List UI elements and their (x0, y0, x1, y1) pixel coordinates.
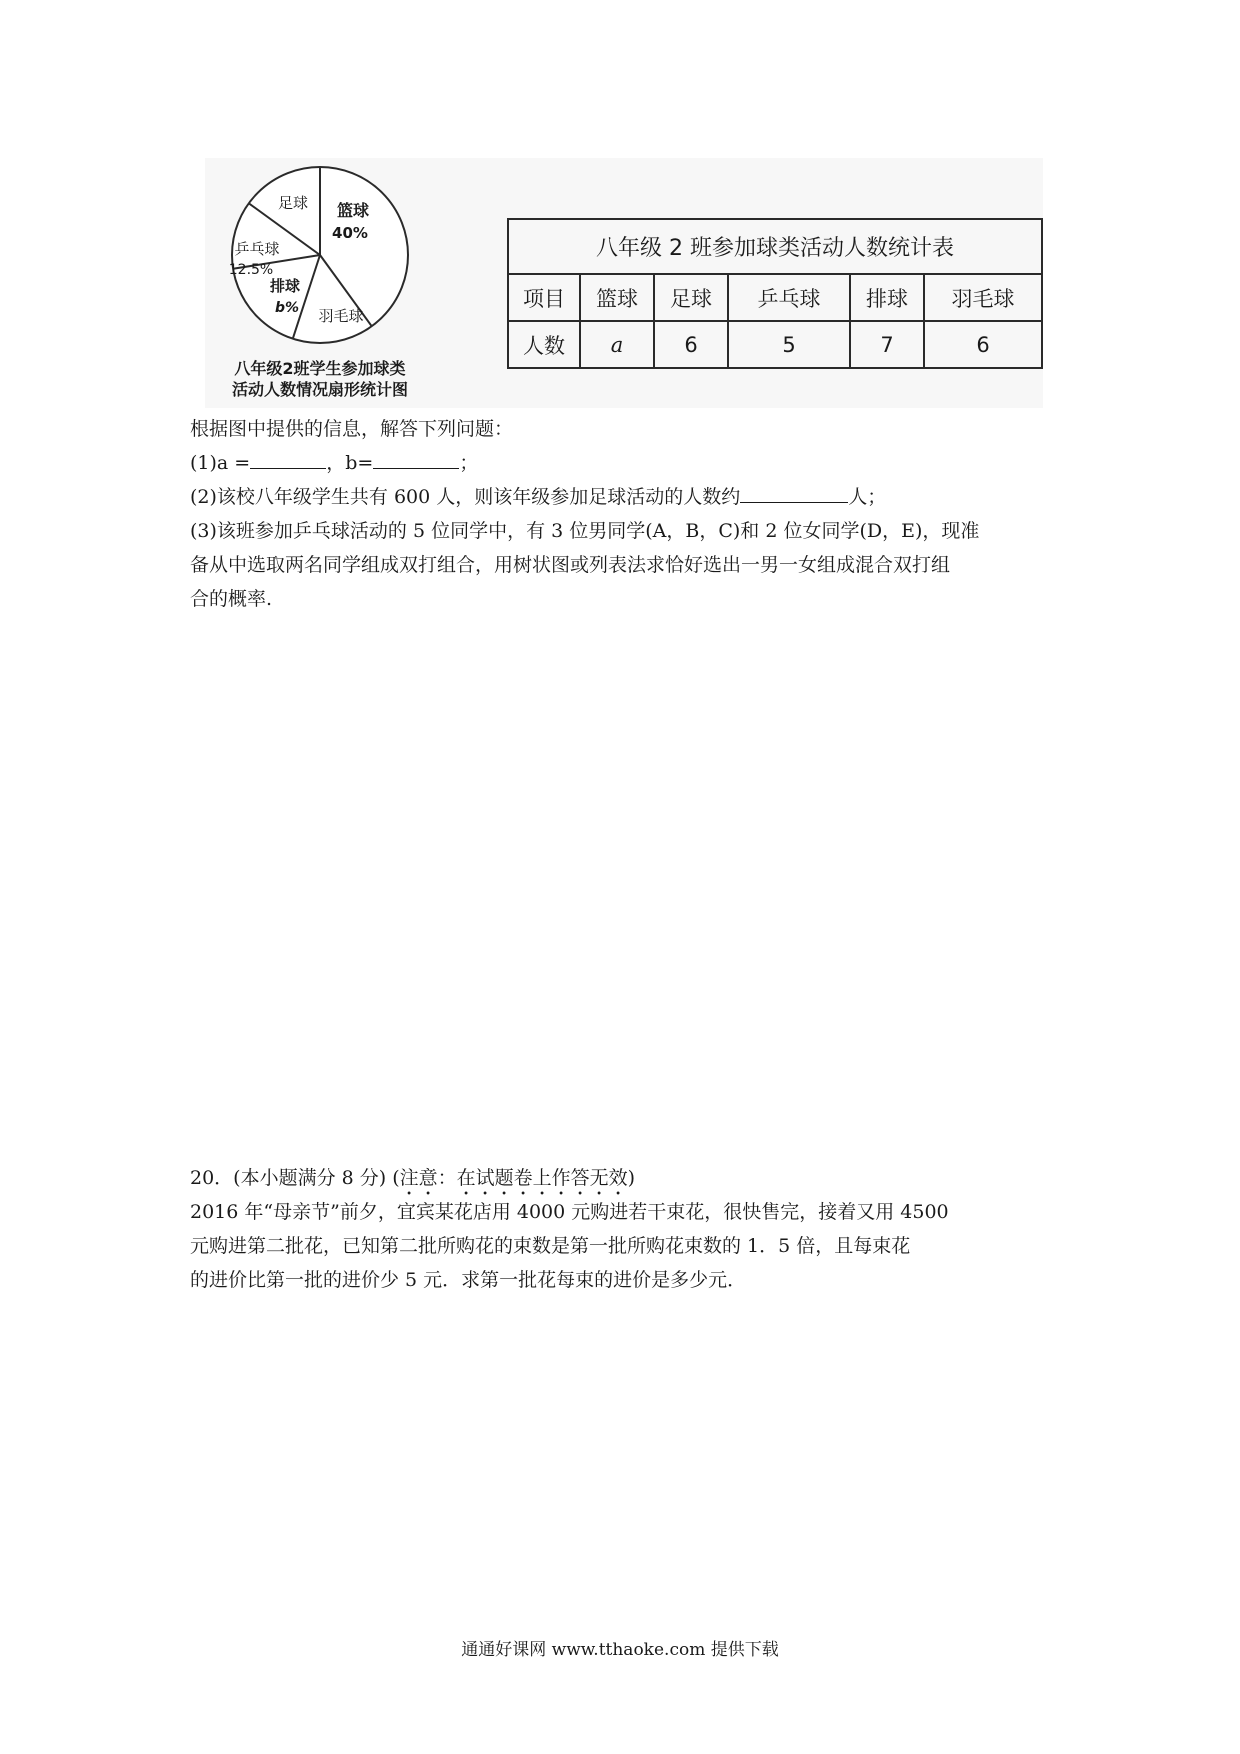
table-cell: 6 (924, 321, 1042, 368)
pie-chart (225, 160, 415, 350)
q19-intro: 根据图中提供的信息，解答下列问题： (190, 418, 514, 440)
table-cell: 足球 (654, 274, 728, 321)
table-cell: 6 (654, 321, 728, 368)
table-cell: 乒乓球 (728, 274, 850, 321)
table-row (508, 274, 1042, 321)
q19-part3-line2: 备从中选取两名同学组成双打组合，用树状图或列表法求恰好选出一男一女组成混合双打组 (190, 554, 951, 576)
q20-header-suffix: ) (627, 1167, 636, 1189)
pie-label-badminton: 羽毛球 (318, 307, 364, 325)
q20-header (190, 1161, 1070, 1195)
pie-caption (195, 358, 445, 400)
q19-part1-a: (1)a = (190, 452, 251, 474)
q20-header-prefix: 20．(本小题满分 8 分) ( (190, 1167, 400, 1189)
pie-label-volleyball: 排球 (269, 277, 301, 295)
q19-part3-line1: (3)该班参加乒乓球活动的 5 位同学中，有 3 位男同学(A，B，C)和 2 位女同学(D，E)，现准 (190, 520, 980, 542)
answer-blank-b (373, 450, 459, 469)
q20-header-note: 注意：在试题卷上作答无效 (399, 1167, 628, 1189)
table-title: 八年级 2 班参加球类活动人数统计表 (508, 219, 1042, 274)
q19-part1-b: b= (345, 452, 374, 474)
answer-blank-a (250, 450, 326, 469)
q20-line1: 2016 年“母亲节”前夕，宜宾某花店用 4000 元购进若干束花，很快售完，接着又用 4500 (190, 1201, 949, 1223)
table-cell: 项目 (508, 274, 580, 321)
pie-label-pingpong-pct: 12.5% (228, 262, 274, 278)
pie-caption-line2: 活动人数情况扇形统计图 (231, 380, 408, 399)
table-row (508, 321, 1042, 368)
statistics-table (507, 218, 1043, 369)
pie-label-football: 足球 (277, 194, 309, 212)
q19-part1-end: ； (459, 452, 479, 474)
q19-part1-sep: ， (326, 452, 346, 474)
q20-line3: 的进价比第一批的进价少 5 元．求第一批花每束的进价是多少元． (190, 1269, 747, 1291)
footer-text: 通通好课网 www.tthaoke.com 提供下载 (461, 1640, 779, 1660)
table-cell: 羽毛球 (924, 274, 1042, 321)
q20-line2: 元购进第二批花，已知第二批所购花的束数是第一批所购花束数的 1．5 倍，且每束花 (190, 1235, 911, 1257)
pie-svg (225, 160, 415, 350)
q19-part3-line3: 合的概率. (190, 588, 273, 610)
q19-part2-text: (2)该校八年级学生共有 600 人，则该年级参加足球活动的人数约 (190, 486, 741, 508)
pie-label-basketball: 篮球 (336, 201, 370, 220)
table-cell: 排球 (850, 274, 924, 321)
table-cell: 7 (850, 321, 924, 368)
pie-label-pingpong: 乒乓球 (234, 240, 280, 258)
table-cell: 篮球 (580, 274, 654, 321)
pie-caption-line1: 八年级2班学生参加球类 (234, 359, 406, 378)
q19-part1 (190, 446, 1070, 480)
answer-blank-football (740, 484, 848, 503)
question-20 (190, 1161, 1070, 1297)
q19-part2 (190, 480, 1070, 514)
table-cell: a (580, 321, 654, 368)
pie-label-basketball-pct: 40% (332, 224, 368, 242)
q19-part2-end: 人； (848, 486, 887, 508)
pie-label-volleyball-pct: b% (274, 300, 300, 316)
question-19 (190, 412, 1070, 616)
table-cell: 人数 (508, 321, 580, 368)
table-cell: 5 (728, 321, 850, 368)
